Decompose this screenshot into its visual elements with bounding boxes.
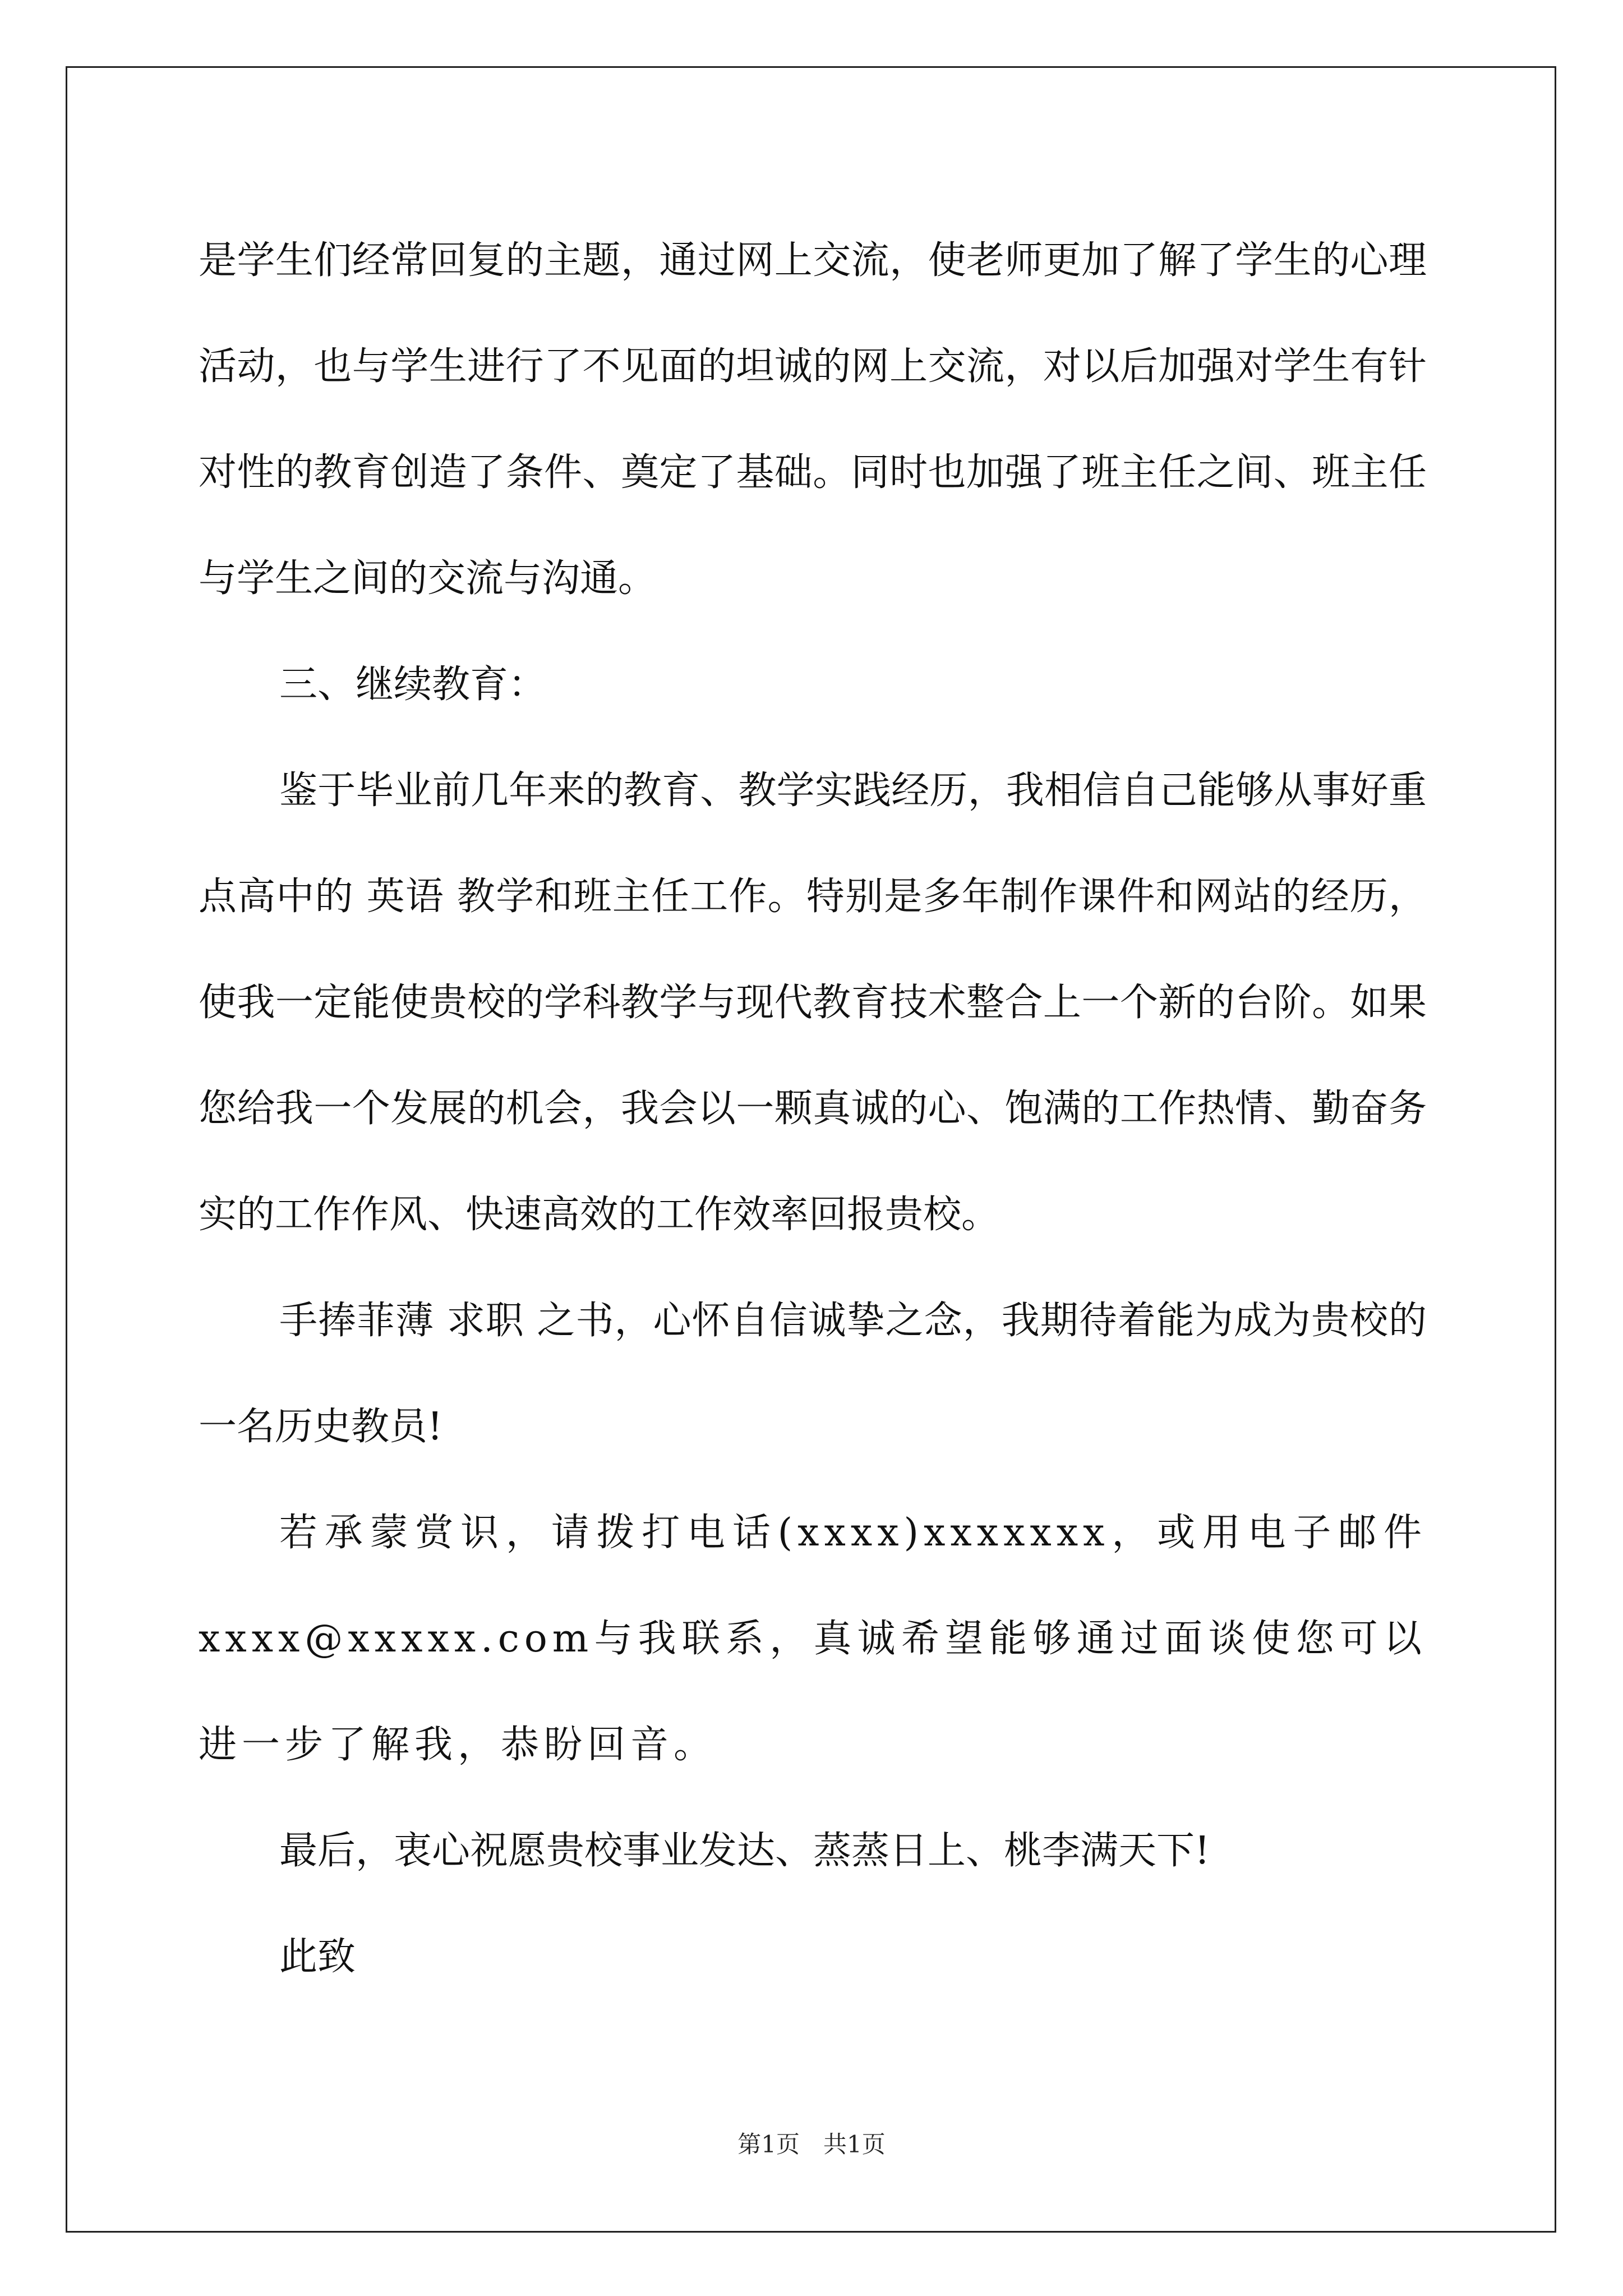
section-heading: 三、继续教育：	[279, 662, 547, 707]
paragraph-contact: 若承蒙赏识，请拨打电话(xxxx)xxxxxxx，或用电子邮件xxxx@xxxxx.com与我联系，真诚希望能够通过面谈使您可以进一步了解我，恭盼回音。	[199, 1511, 1427, 1767]
paragraph-aspiration: 手捧菲薄 求职 之书，心怀自信诚挚之念，我期待着能为成为贵校的一名历史教员!	[199, 1299, 1427, 1449]
page-number-footer: 第1页 共1页	[737, 2131, 886, 2158]
paragraph-wishes: 最后，衷心祝愿贵校事业发达、蒸蒸日上、桃李满天下!	[279, 1829, 1210, 1873]
paragraph-closing: 此致	[279, 1935, 356, 1979]
paragraph-continued: 是学生们经常回复的主题，通过网上交流，使老师更加了解了学生的心理活动，也与学生进行了不见面的坦诚的网上交流，对以后加强对学生有针对性的教育创造了条件、奠定了基础。同时也加强了班主任之间、班主任与学生之间的交流与沟通。	[199, 238, 1427, 601]
document-body	[199, 208, 1427, 2010]
paragraph-experience: 鉴于毕业前几年来的教育、教学实践经历，我相信自己能够从事好重点高中的 英语 教学和班主任工作。特别是多年制作课件和网站的经历，使我一定能使贵校的学科教学与现代教育技术整合上一个新的台阶。如果您给我一个发展的机会，我会以一颗真诚的心、饱满的工作热情、勤奋务实的工作作风、快速高效的工作效率回报贵校。	[199, 769, 1427, 1237]
